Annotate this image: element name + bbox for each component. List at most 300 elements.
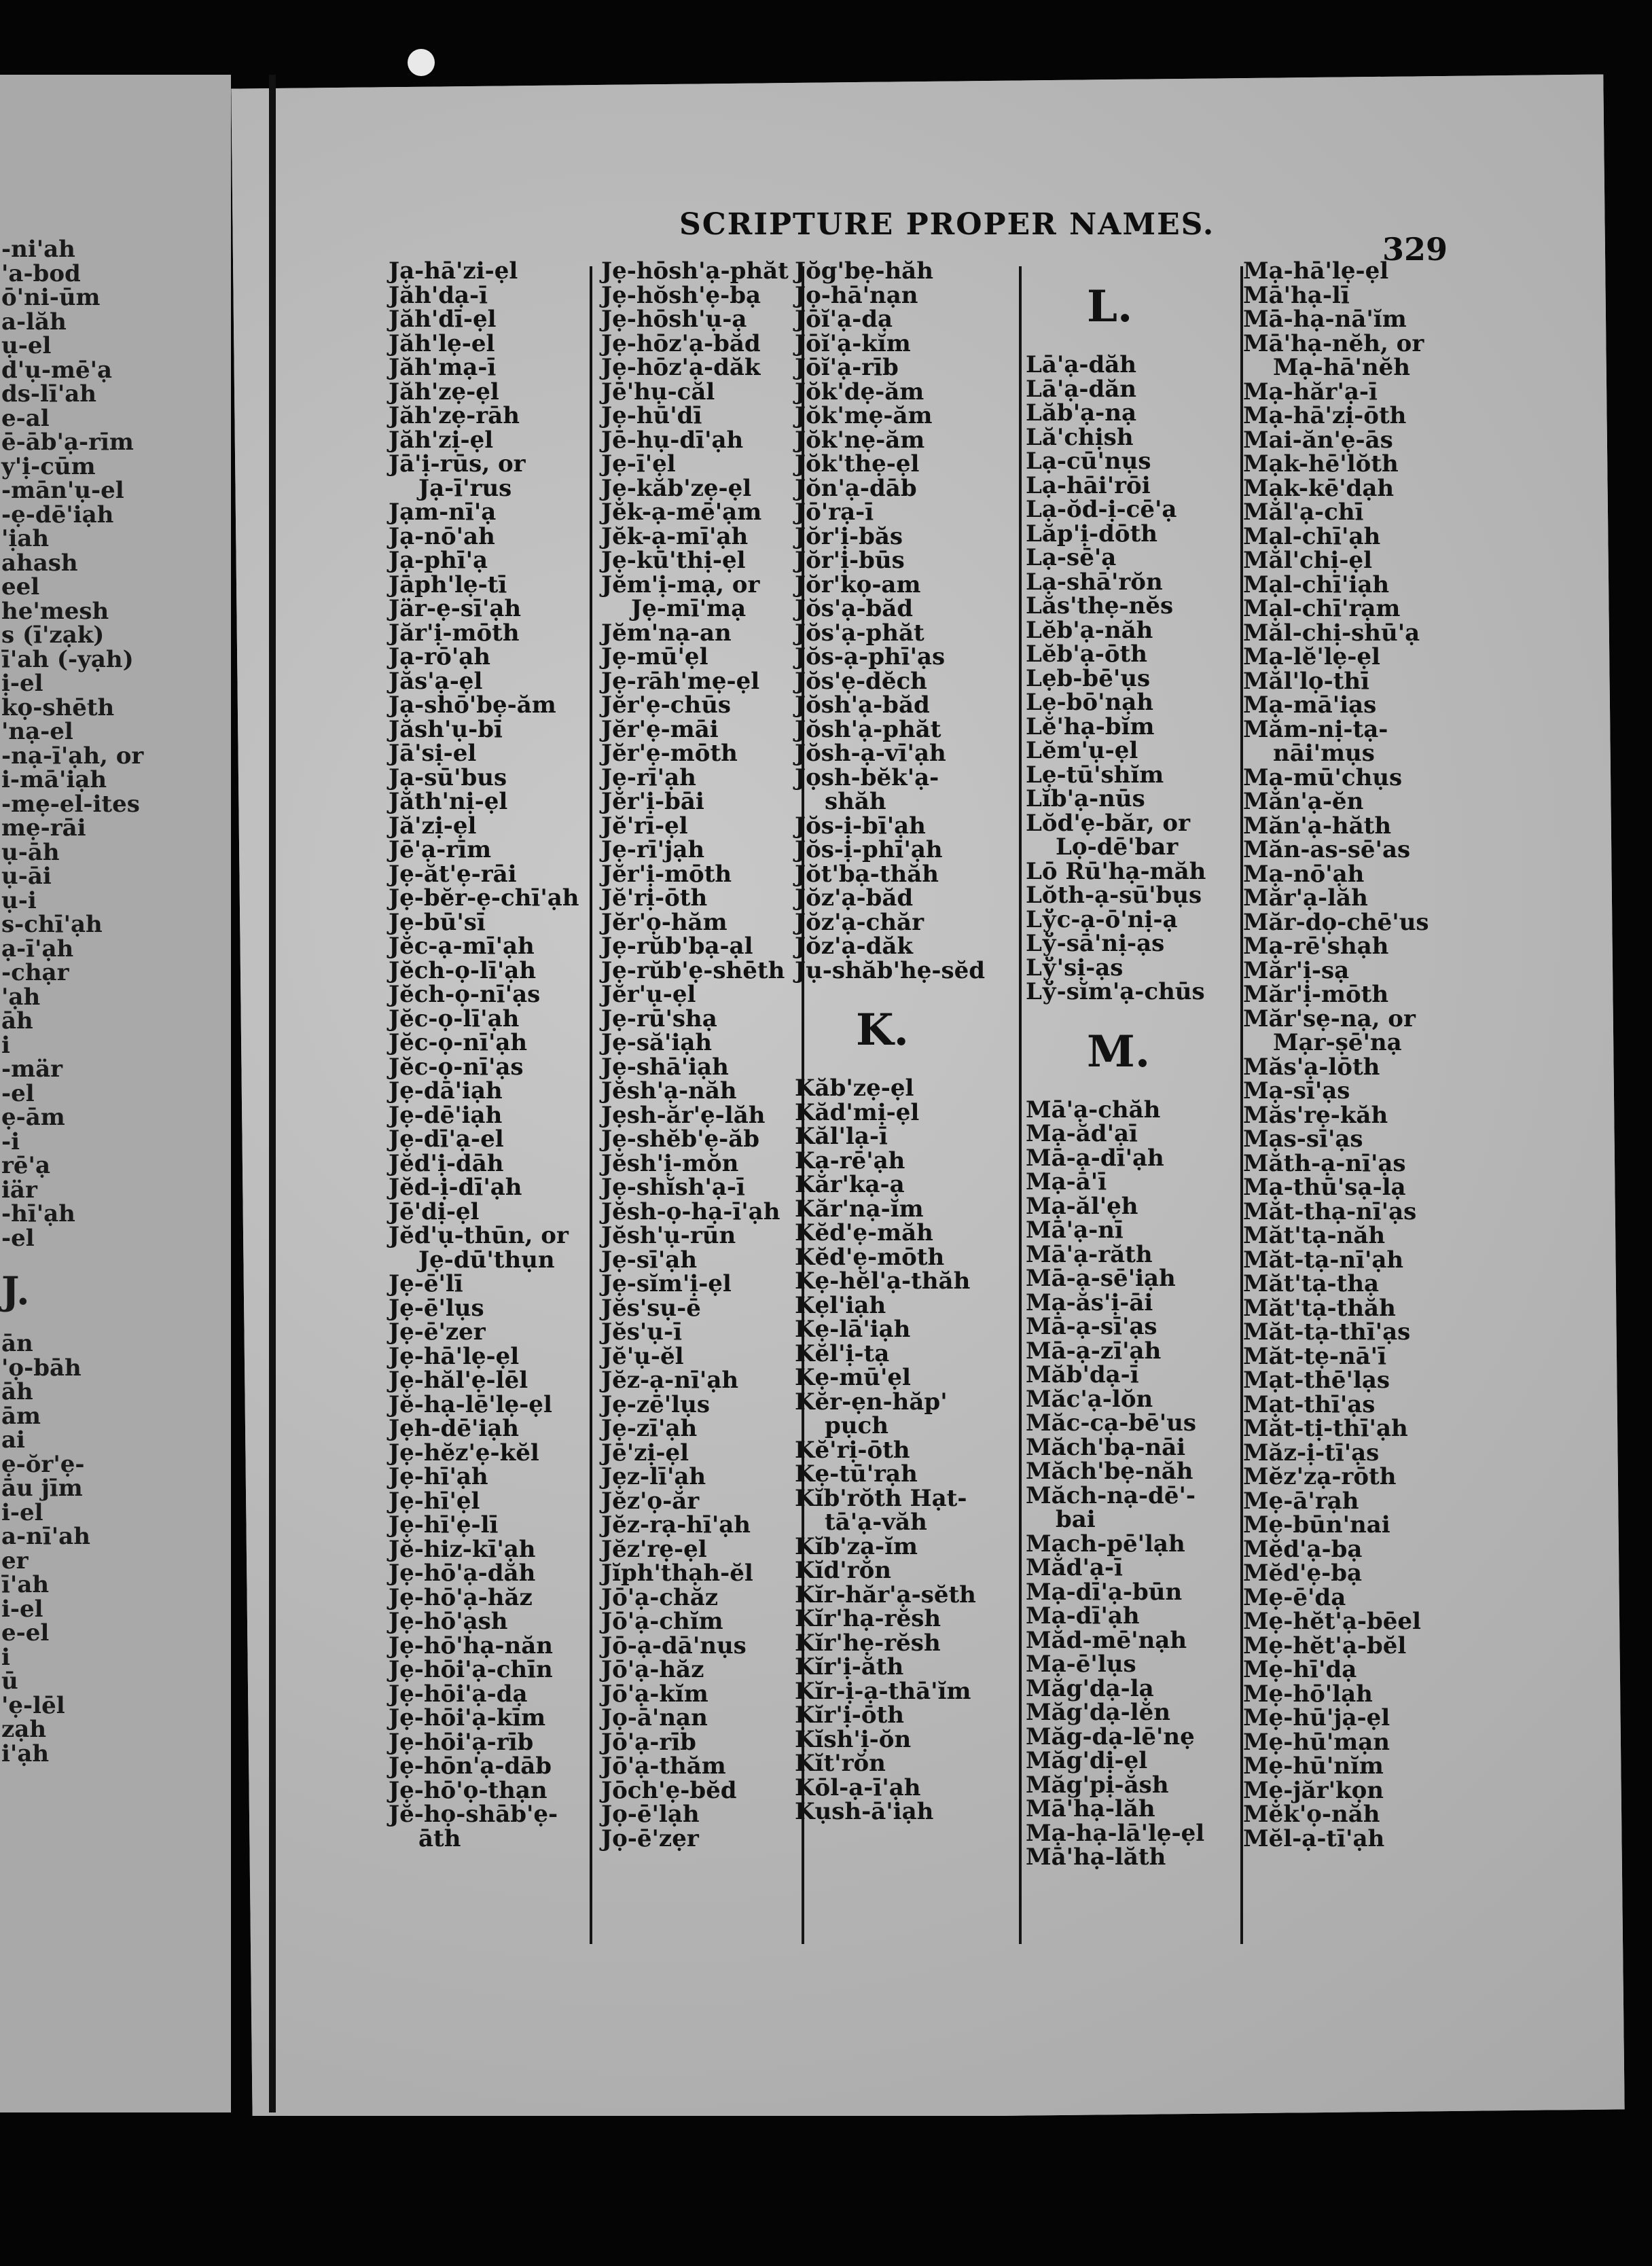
facing-page-fragment: -mẹ-el-ites (1, 790, 140, 818)
name-entry: Jẹsh-ăr'ẹ-lăh (601, 1101, 766, 1129)
name-entry: Jẹ-hō'ạ-dăh (389, 1560, 536, 1587)
name-entry: Jŏs-ạ-phī'ạs (795, 643, 946, 670)
name-entry: Lā'ạ-dăh (1026, 351, 1137, 378)
name-entry: Jō'ạ-chĭm (601, 1608, 723, 1635)
name-entry: Jāph'lẹ-tī (389, 571, 507, 598)
name-entry: Jạ-sū'bus (389, 763, 507, 791)
name-entry: Jĕd'ị-dāh (389, 1149, 504, 1177)
name-entry: Mạ-thū'sạ-lạ (1243, 1174, 1406, 1201)
name-entry: Mạ-mū'chụs (1243, 763, 1403, 791)
name-entry-continuation: nāi'mụs (1273, 740, 1375, 767)
name-entry: Jĭph'thạh-ĕl (601, 1560, 753, 1587)
facing-page-fragment: eel (1, 573, 40, 600)
name-entry: Jĕd'ụ-thūn, or (389, 1222, 569, 1249)
name-entry: Jọ-hā'nạn (795, 281, 918, 309)
facing-page-fragment: ē-āb'ạ-rīm (1, 429, 134, 456)
name-entry: Mạl-chī'ạh (1243, 522, 1381, 550)
name-entry: Jẹ-rī'jạh (601, 836, 705, 863)
name-entry: Lĕb'ạ-ōth (1026, 641, 1147, 668)
name-entry: Mạ-ā'ī (1026, 1168, 1107, 1195)
name-entry: Kẹl'iạh (795, 1291, 886, 1319)
facing-page-fragment: 'a-bod (1, 259, 81, 287)
binding-hole (408, 49, 435, 76)
name-entry: Kẹ-tū'rạh (795, 1460, 918, 1488)
facing-page-fragment: 'ẹ-lēl (1, 1691, 65, 1719)
name-entry: Kĭr-hăr'ạ-sĕth (795, 1581, 976, 1608)
name-entry: Măs'ạ-lōth (1243, 1053, 1380, 1081)
column-3 (795, 259, 985, 1824)
name-entry: Mạ-hā'zị-ōth (1243, 402, 1407, 429)
name-entry: Jẹ-hō'hạ-năn (389, 1632, 553, 1659)
name-entry: Jĕr'ẹ-chūs (601, 691, 732, 719)
name-entry: Jĕr'ị-bāi (601, 788, 704, 815)
facing-page-fragment: he'mesh (1, 597, 109, 625)
name-entry: Jăsh'ụ-bī (389, 715, 503, 743)
name-entry: Jŏsh-ạ-vī'ạh (795, 740, 946, 767)
name-entry: Jẹ-dā'iạh (389, 1077, 503, 1104)
facing-page-fragment: -el (1, 1079, 35, 1107)
facing-page-fragment: -mär (1, 1056, 63, 1083)
facing-page-fragment: a-nī'ah (1, 1523, 90, 1550)
name-entry: Kĕ'rị-ōth (795, 1436, 910, 1464)
name-entry: Măg'pị-ăsh (1026, 1771, 1169, 1799)
facing-page-fragment: ām (1, 1402, 41, 1430)
name-entry: Kăr'nạ-ĭm (795, 1195, 924, 1223)
name-entry: Kĭr'hạ-rĕsh (795, 1605, 941, 1632)
name-entry: Jẹ-rāh'mẹ-ẹl (601, 667, 760, 695)
name-entry: Jẹ-rī'ạh (601, 763, 696, 791)
name-entry: Jär-ẹ-sī'ạh (389, 595, 522, 622)
facing-page-fragment: 'ịah (1, 525, 50, 552)
facing-page-fragment: zạh (1, 1716, 47, 1743)
name-entry-continuation: pụch (825, 1412, 888, 1439)
name-entry: Jōĭ'ạ-rīb (795, 354, 899, 381)
name-entry: Kĕd'ẹ-mōth (795, 1243, 945, 1271)
name-entry: Jẹh-dē'iạh (389, 1415, 520, 1442)
name-entry: Mạl-chī'iạh (1243, 571, 1390, 598)
facing-page-fragment: -hī'ạh (1, 1200, 75, 1227)
name-entry: Jŏsh'ạ-phăt (795, 715, 941, 743)
name-entry: Jăs'ạ-ẹl (389, 667, 483, 695)
page-number: 329 (1382, 231, 1448, 268)
facing-page-fragment: āh (1, 1007, 33, 1035)
name-entry: Jẹ-dē'iạh (389, 1101, 503, 1129)
name-entry: Mĕl-ạ-tī'ạh (1243, 1824, 1385, 1852)
name-entry: Kăb'zẹ-ẹl (795, 1075, 914, 1102)
name-entry: Mạ-lĕ'lẹ-ẹl (1243, 643, 1380, 670)
name-entry: Jẹ-hōsh'ạ-phăt (601, 257, 789, 285)
name-entry: Jŏs'ạ-phăt (795, 619, 924, 647)
facing-page-fragment: -mān'ụ-el (1, 477, 124, 504)
name-entry: Jẹ-hōn'ạ-dāb (389, 1752, 552, 1780)
facing-page-fragment: -nạ-ī'ạh, or (1, 742, 144, 770)
name-entry: Lạ-sē'ạ (1026, 544, 1117, 571)
name-entry: Jăh'dī-ẹl (389, 306, 497, 333)
name-entry: Jạ-hā'zi-ẹl (389, 257, 518, 285)
facing-page-fragment: ẹ-ām (1, 1104, 65, 1131)
facing-page-fragment: ạ-ī'ạh (1, 935, 74, 963)
name-entry: Kĭb'rŏth Hạt- (795, 1484, 967, 1512)
facing-page-fragment: s (ī'zạk) (1, 622, 105, 649)
name-entry: Jĕsh'ị-mŏn (601, 1149, 739, 1177)
name-entry: Măt'tạ-năh (1243, 1222, 1386, 1249)
name-entry: Mạ-nō'ạh (1243, 860, 1365, 888)
section-letter: K. (856, 1005, 909, 1056)
name-entry: Mā'hạ-lī (1243, 281, 1350, 309)
facing-page-fragment: i-el (1, 1595, 43, 1623)
name-entry: Măc'ạ-lŏn (1026, 1385, 1153, 1413)
facing-page-fragment: ān (1, 1330, 33, 1357)
facing-page-fragment: -ni'ah (1, 236, 75, 263)
name-entry: Mẹ-ā'rạh (1243, 1487, 1359, 1515)
name-entry: Măch'bẹ-năh (1026, 1458, 1193, 1485)
name-entry: Jẹ-ī'ẹl (601, 450, 676, 478)
name-entry: Mạ-mā'iạs (1243, 691, 1377, 719)
name-entry: Mā'hạ-nĕh, or (1243, 329, 1424, 357)
name-entry: Mạ-hā'lẹ-ẹl (1243, 257, 1389, 285)
name-entry: Jĕsh'ụ-rūn (601, 1222, 736, 1249)
name-entry: Jĕ'rī-ẹl (601, 812, 688, 840)
name-entry: Mạch-pē'lạh (1026, 1530, 1185, 1558)
name-entry: Jẹ-kăb'zẹ-ẹl (601, 474, 752, 502)
name-entry: Jĕr'ị-mōth (601, 860, 732, 888)
name-entry: Mạ-sī'ạs (1243, 1077, 1350, 1104)
name-entry: Jẹ-zī'ạh (601, 1415, 698, 1442)
facing-page-fragment: ị-el (1, 670, 43, 697)
name-entry: Jẹ-hō'ạ-hăz (389, 1583, 533, 1611)
facing-page-fragment: J. (1, 1269, 30, 1314)
name-entry: Jĕsh'ạ-năh (601, 1077, 737, 1104)
name-entry: Măd-mē'nạh (1026, 1626, 1187, 1654)
name-entry: Jẹ-shā'iạh (601, 1053, 729, 1081)
name-entry: Măt-tạ-nī'ạh (1243, 1246, 1404, 1274)
name-entry: Jẹ-hăl'ẹ-lēl (389, 1367, 528, 1394)
name-entry: Mĕk'ọ-năh (1243, 1801, 1380, 1828)
name-entry: Mạ-ăs'ị-āi (1026, 1289, 1153, 1316)
name-entry: Jẹ-hōz'ạ-dăk (601, 354, 761, 381)
name-entry: Jĕd-ị-dī'ạh (389, 1174, 522, 1201)
name-entry: Kẹ-lā'iạh (795, 1316, 911, 1343)
name-entry: Jẹ-ē'zer (389, 1318, 486, 1346)
gutter-line (269, 75, 276, 2112)
name-entry: Măt'tạ-thăh (1243, 1294, 1396, 1322)
name-entry: Jŏn'ạ-dāb (795, 474, 917, 502)
name-entry: Măr'ị-sạ (1243, 956, 1350, 984)
name-entry: Lạ-cū'nụs (1026, 448, 1151, 475)
name-entry: Lẹ-bō'nạh (1026, 689, 1153, 716)
name-entry: Kĭr-ị-ạ-thā'ĭm (795, 1677, 971, 1705)
name-entry: Kẹ-mū'ẹl (795, 1364, 911, 1391)
name-entry: Jōĭ'ạ-dạ (795, 306, 893, 333)
page-heading: SCRIPTURE PROPER NAMES. (679, 207, 1215, 242)
name-entry: Jĕk-ạ-mē'ạm (601, 499, 762, 526)
name-entry: Mẹ-ē'dạ (1243, 1583, 1346, 1611)
name-entry: Lĭb'ạ-nūs (1026, 785, 1145, 812)
column-4 (1026, 259, 1206, 1870)
name-entry: Jĕr'ụ-ẹl (601, 981, 696, 1008)
name-entry: Măt-tạ-thī'ạs (1243, 1318, 1411, 1346)
name-entry: Mā-ạ-dī'ạh (1026, 1144, 1164, 1172)
name-entry: Jẹ-bĕr-ẹ-chī'ạh (389, 884, 579, 912)
name-entry: Măr-dọ-chē'us (1243, 908, 1429, 936)
name-entry: Mĕd'ẹ-bạ (1243, 1560, 1362, 1587)
name-entry: Jẹ-hōi'ạ-chīn (389, 1656, 553, 1683)
name-entry: Jẹ-rū'shạ (601, 1005, 717, 1032)
facing-page-fragment: i (1, 1643, 10, 1671)
name-entry: Mạk-hē'lŏth (1243, 450, 1399, 478)
name-entry: Jẹ-mū'ẹl (601, 643, 708, 670)
name-entry: Kăl'lạ-ī (795, 1123, 888, 1150)
facing-page-fragment: i'ạh (1, 1740, 50, 1767)
name-entry: Kōl-ạ-ī'ạh (795, 1774, 921, 1801)
name-entry-continuation: Lọ-dē'bar (1056, 833, 1179, 861)
name-entry: Kĕl'ị-tạ (795, 1339, 890, 1367)
facing-page-fragment: mẹ-rāi (1, 814, 86, 842)
name-entry: Jĕ'ụ-ĕl (601, 1342, 684, 1370)
name-entry: Măm-nị-tạ- (1243, 715, 1388, 743)
name-entry: Jẹ-shĕb'ẹ-ăb (601, 1126, 760, 1153)
name-entry: Măch'bạ-nāi (1026, 1433, 1186, 1461)
facing-page-fragment: d'ụ-mē'ạ (1, 356, 113, 384)
name-entry: Jŏz'ạ-băd (795, 884, 914, 912)
name-entry: Jăh'dạ-ī (389, 281, 488, 309)
name-entry: Măl'ạ-chī (1243, 499, 1364, 526)
name-entry: Mā-ạ-sē'iạh (1026, 1265, 1176, 1292)
name-entry: Jẹ-hā'lẹ-ẹl (389, 1342, 520, 1370)
name-entry: Măn-as-sē'as (1243, 836, 1411, 863)
name-entry: Mạt-thī'ạs (1243, 1390, 1376, 1418)
name-entry: Jā'sị-el (389, 740, 477, 767)
name-entry: Jẹ-hī'ạh (389, 1463, 488, 1490)
name-entry: Jĕz-rạ-hī'ạh (601, 1511, 751, 1539)
name-entry: Lō Rū'hạ-măh (1026, 857, 1206, 885)
name-entry-continuation: shăh (825, 788, 886, 815)
name-entry: Jăth'nị-ẹl (389, 788, 508, 815)
facing-page-fragment: 'ạh (1, 983, 41, 1011)
name-entry: Jĕsh-ọ-hạ-ī'ạh (601, 1198, 780, 1225)
name-entry: Kĕr-ẹn-hăp' (795, 1388, 948, 1416)
column-rule-1 (590, 266, 592, 1944)
facing-page-fragment: āh (1, 1378, 33, 1405)
name-entry: Măl'chị-ẹl (1243, 547, 1372, 574)
name-entry: Jē'zị-ẹl (601, 1439, 689, 1467)
name-entry: Măt-tẹ-nā'ī (1243, 1342, 1387, 1370)
facing-page-fragment: -i (1, 1128, 20, 1155)
name-entry: Măg'dạ-lĕn (1026, 1699, 1171, 1726)
name-entry: Lўc-ạ-ō'nị-ạ (1026, 905, 1178, 933)
name-entry: Mẹ-hĕt'ạ-bēel (1243, 1608, 1421, 1635)
name-entry: Kĭr'ị-ăth (795, 1653, 904, 1680)
name-entry: Lă'chịsh (1026, 423, 1134, 451)
name-entry: Mĕz'zạ-rōth (1243, 1463, 1397, 1490)
name-entry: Mạ-hăr'ạ-ī (1243, 378, 1378, 406)
name-entry: Jĕs'sụ-ē (601, 1294, 701, 1322)
name-entry: Lạ-hāi'rōi (1026, 471, 1151, 499)
name-entry: Mạ-dī'ạ-būn (1026, 1578, 1183, 1606)
name-entry: Jạ-shō'bẹ-ăm (389, 691, 556, 719)
name-entry: Jŏs-ị-bī'ạh (795, 812, 926, 840)
name-entry: Kạ-rē'ạh (795, 1147, 905, 1174)
name-entry: Jĕc-ọ-nī'ạs (389, 1053, 524, 1081)
name-entry: Jẹ-hōi'ạ-rīb (389, 1728, 534, 1756)
name-entry: Mā-hạ-nā'ĭm (1243, 306, 1407, 333)
facing-page-fragment: iär (1, 1176, 37, 1204)
facing-page-fragment: ī'ah (-yạh) (1, 645, 134, 673)
name-entry-continuation: Mạr-ṣē'nạ (1273, 1029, 1402, 1056)
name-entry: Lў'sị-ạs (1026, 954, 1124, 982)
name-entry: Jŏs-ị-phī'ạh (795, 836, 943, 863)
name-entry: Kĭt'rŏn (795, 1750, 886, 1777)
name-entry: Lẹb-bē'ụs (1026, 664, 1151, 692)
facing-page-fragment: -el (1, 1224, 35, 1252)
name-entry-continuation: Jẹ-dū'thụn (418, 1246, 555, 1274)
name-entry: Mạ-dī'ạh (1026, 1602, 1140, 1630)
name-entry: Jăh'mạ-ī (389, 354, 497, 381)
name-entry: Lăb'ạ-nạ (1026, 399, 1137, 427)
name-entry: Mā-ạ-sī'ạs (1026, 1313, 1157, 1340)
name-entry: Jĕ'rị-ōth (601, 884, 708, 912)
name-entry: Jŏr'kọ-am (795, 571, 921, 598)
name-entry: Mai-ăn'ẹ-ās (1243, 426, 1393, 454)
name-entry: Jĕ-hạ-lē'lẹ-ẹl (389, 1390, 552, 1418)
name-entry: Jẹ-rŭb'ẹ-shēth (601, 956, 785, 984)
name-entry: Jạ-nō'ah (389, 522, 495, 550)
name-entry: Mạ-ē'lụs (1026, 1651, 1136, 1678)
name-entry: Mā'ạ-răth (1026, 1240, 1153, 1268)
name-entry: Lăs'thẹ-nĕs (1026, 592, 1174, 619)
name-entry-continuation: Jẹ-mī'mạ (631, 595, 747, 622)
name-entry: Jăh'zẹ-ẹl (389, 378, 499, 406)
name-entry: Jăh'zị-ẹl (389, 426, 494, 454)
name-entry: Jẹz-lī'ạh (601, 1463, 706, 1490)
name-entry: Jẹ-hō'ọ-thạn (389, 1776, 547, 1804)
name-entry: Jŏsh'ạ-băd (795, 691, 930, 719)
name-entry: Mạt-thē'lạs (1243, 1367, 1390, 1394)
facing-page-fragment: kọ-shēth (1, 694, 115, 721)
name-entry: Jẹ-hōi'ạ-dạ (389, 1680, 528, 1708)
name-entry: Jō-ạ-dā'nụs (601, 1632, 747, 1659)
name-entry: Măn'ạ-ĕn (1243, 788, 1364, 815)
name-entry: Mā'ạ-chăh (1026, 1096, 1161, 1123)
name-entry: Măl'lọ-thī (1243, 667, 1370, 695)
name-entry-continuation: Mạ-hā'nĕh (1273, 354, 1411, 381)
facing-page-text (1, 238, 226, 1766)
name-entry: Jĕch-ọ-lī'ạh (389, 956, 537, 984)
name-entry: Jō'rạ-ī (795, 499, 874, 526)
name-entry: Măt-tị-thī'ạh (1243, 1415, 1408, 1442)
name-entry: Mā'ạ-nī (1026, 1217, 1124, 1244)
name-entry: Jā'ị-rūs, or (389, 450, 526, 478)
name-entry: Lạ-shā'rŏn (1026, 568, 1163, 596)
name-entry: Jẹ-hĕz'ẹ-kĕl (389, 1439, 539, 1467)
name-entry: Jē'dị-ẹl (389, 1198, 480, 1225)
facing-page-fragment: ụ-āi (1, 863, 52, 890)
name-entry-continuation: bai (1056, 1506, 1096, 1533)
name-entry: Jō'ạ-thăm (601, 1752, 726, 1780)
name-entry: Jẹ-hŏsh'ẹ-bạ (601, 281, 761, 309)
name-entry: Mạ-rē'shạh (1243, 933, 1389, 960)
name-entry: Jẹ-shĭsh'ạ-ī (601, 1174, 745, 1201)
facing-page-fragment: e-el (1, 1619, 50, 1647)
name-entry: Lў-sā'nị-ạs (1026, 930, 1165, 957)
name-entry: Jĕr'ẹ-mōth (601, 740, 738, 767)
name-entry: Jọ-ā'nạn (601, 1704, 708, 1731)
name-entry-continuation: āth (418, 1824, 461, 1852)
facing-page-fragment: er (1, 1547, 29, 1575)
facing-page-fragment: ẹ-ŏr'ẹ- (1, 1450, 85, 1478)
name-entry: Lĕ'hạ-bĭm (1026, 713, 1155, 740)
name-entry: Kụsh-ā'iạh (795, 1798, 934, 1825)
name-entry: Jĕc-ạ-mī'ạh (389, 933, 535, 960)
name-entry: Măn'ạ-hăth (1243, 812, 1392, 840)
facing-page-fragment: ụ-āh (1, 838, 60, 866)
column-5 (1243, 259, 1429, 1851)
name-entry: Jẹ-hōsh'ụ-ạ (601, 306, 747, 333)
facing-page-fragment: āu jīm (1, 1475, 83, 1502)
name-entry: Mạs-sī'ạs (1243, 1126, 1363, 1153)
name-entry: Jẹ-sĭm'ị-ẹl (601, 1270, 732, 1297)
name-entry: Jẹ-sī'ạh (601, 1246, 698, 1274)
name-entry: Jĕm'nạ-an (601, 619, 732, 647)
name-entry: Mẹ-jăr'kọn (1243, 1776, 1384, 1804)
facing-page-fragment: rē'ạ (1, 1152, 50, 1179)
name-entry: Kĭsh'ị-ŏn (795, 1725, 912, 1753)
name-entry: Jụ-shăb'hẹ-sĕd (795, 956, 986, 984)
name-entry: Jŏt'bạ-thăh (795, 860, 939, 888)
name-entry: Mā'hạ-lăh (1026, 1795, 1155, 1822)
name-entry-continuation: tā'ạ-văh (825, 1509, 927, 1536)
name-entry: Jŏk'thẹ-ẹl (795, 450, 920, 478)
name-entry: Jĕr'ẹ-māi (601, 715, 719, 743)
name-entry: Lĕb'ạ-năh (1026, 616, 1153, 644)
name-entry: Jĕc-ọ-nī'ạh (389, 1029, 528, 1056)
name-entry: Mĕd'ạ-bạ (1243, 1535, 1363, 1563)
name-entry: Mạ-ăl'ẹh (1026, 1192, 1138, 1220)
name-entry: Măg'dạ-lạ (1026, 1674, 1154, 1702)
name-entry: Jẹ-hō'ạsh (389, 1608, 508, 1635)
name-entry: Jẹ-ē'lụs (389, 1294, 484, 1322)
facing-page-fragment: ō'ni-ūm (1, 284, 101, 311)
name-entry: Jẹ-rŭb'bạ-ạl (601, 933, 753, 960)
name-entry: Jē'ạ-rīm (389, 836, 492, 863)
name-entry: Jŏr'ị-būs (795, 547, 905, 574)
name-entry: Măg'dị-ẹl (1026, 1747, 1148, 1774)
name-entry: Mẹ-hū'mạn (1243, 1728, 1390, 1756)
name-entry: Lā'ạ-dăn (1026, 375, 1137, 403)
name-entry: Kĭb'zạ-ĭm (795, 1532, 918, 1560)
name-entry: Jăh'zẹ-rāh (389, 402, 520, 429)
name-entry: Kẹ-hĕl'ạ-thăh (795, 1267, 971, 1295)
facing-page-fragment: ụ-i (1, 886, 37, 914)
name-entry: Lạ-ŏd-ị-cē'ạ (1026, 496, 1177, 523)
name-entry: Kĭr'ị-ōth (795, 1702, 904, 1729)
name-entry: Măb'dạ-ī (1026, 1361, 1139, 1388)
name-entry: Mẹ-hū'nĭm (1243, 1752, 1384, 1780)
name-entry: Jẹ-hī'ẹ-lī (389, 1511, 499, 1539)
facing-page-fragment: 'nạ-el (1, 718, 73, 745)
column-1 (389, 259, 579, 1851)
name-entry: Mẹ-hō'lạh (1243, 1680, 1373, 1708)
name-entry: Măz-ị-tī'ạs (1243, 1439, 1380, 1467)
name-entry: Jĕ-họ-shāb'ẹ- (389, 1801, 558, 1828)
name-entry: Jăh'lẹ-el (389, 329, 495, 357)
name-entry: Jĕch-ọ-nī'ạs (389, 981, 541, 1008)
name-entry: Jĕz'ọ-ăr (601, 1487, 700, 1515)
name-entry: Jẹ-zē'lụs (601, 1390, 710, 1418)
name-entry: Măr'ị-mōth (1243, 981, 1389, 1008)
name-entry: Mẹ-hī'dạ (1243, 1656, 1357, 1683)
name-entry: Măt-thạ-nī'ạs (1243, 1198, 1417, 1225)
